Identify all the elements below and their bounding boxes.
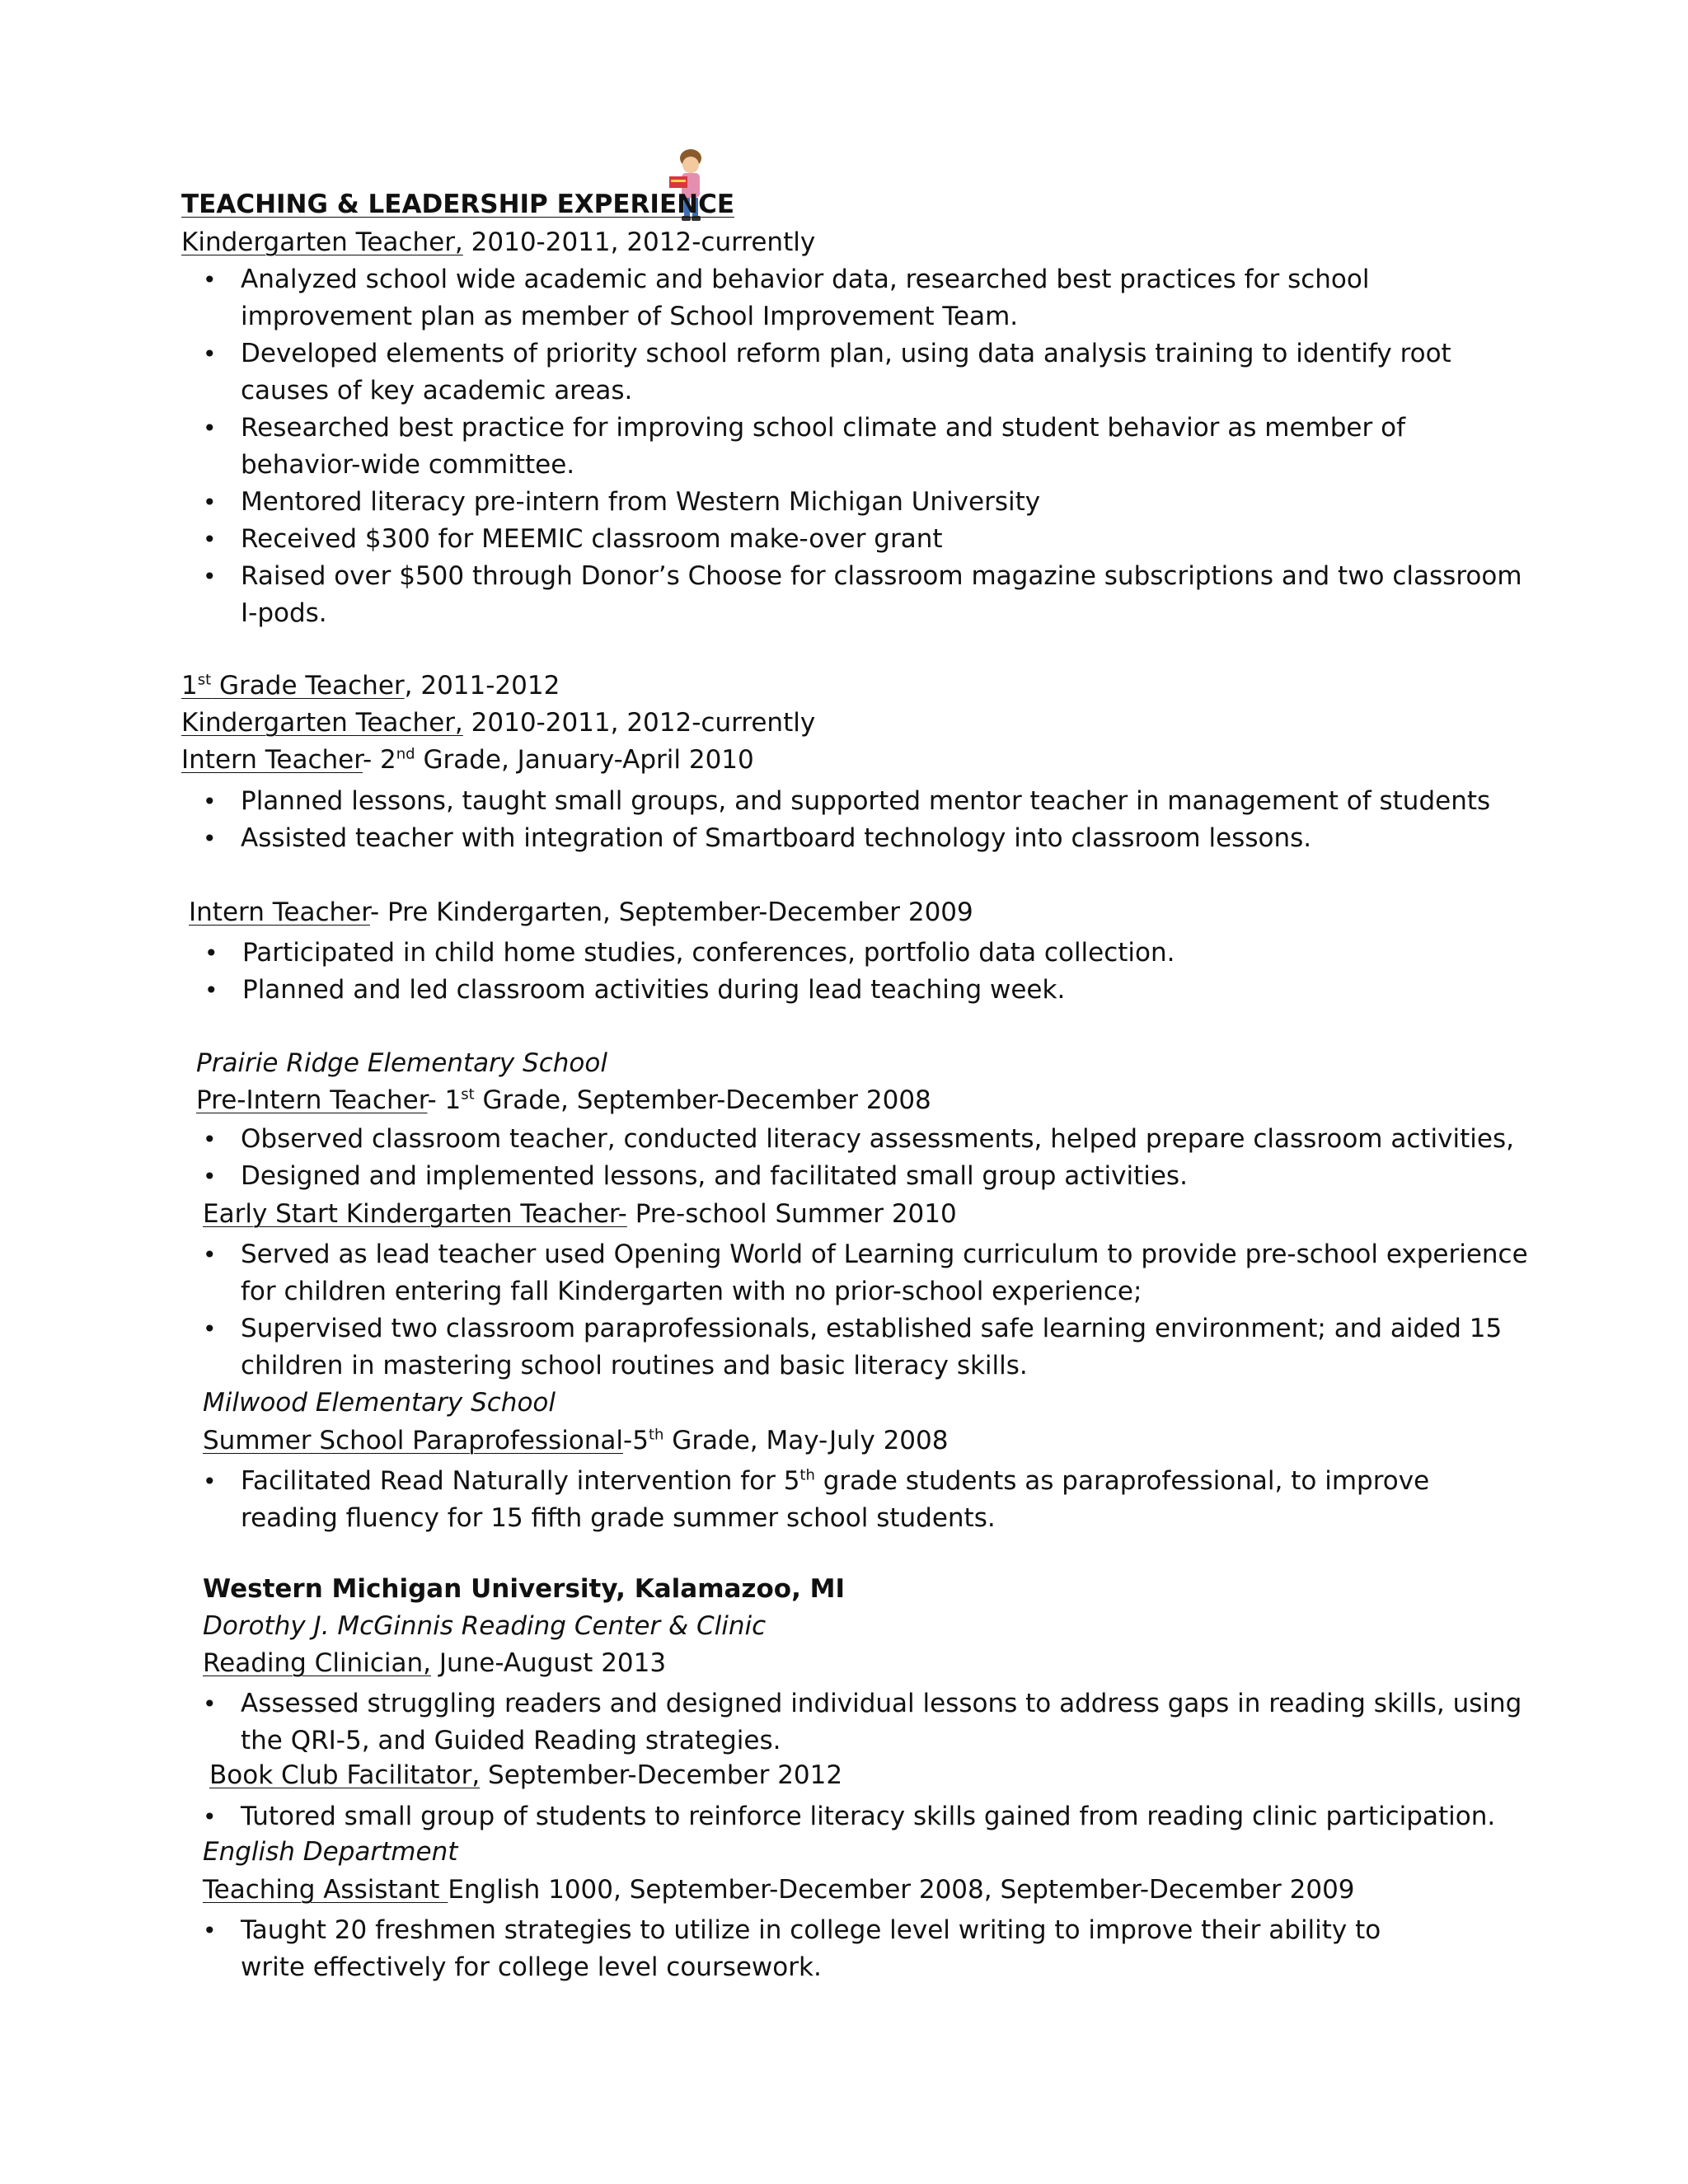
list-item — [181, 1463, 1533, 1537]
list-item: • Observed classroom teacher, conducted literacy assessments, helped prepare classroom activities, — [181, 1121, 1533, 1158]
role-detail: - 1 — [427, 1085, 462, 1115]
intern-prek-bullets — [183, 935, 1535, 1009]
list-item: • Developed elements of priority school reform plan, using data analysis training to identify root causes of key academic areas. — [181, 335, 1533, 410]
university-name: Western Michigan University, Kalamazoo, MI — [203, 1574, 846, 1604]
prairie-bullets — [181, 1121, 1533, 1195]
list-item: • Mentored literacy pre-intern from Western Michigan University — [181, 484, 1533, 521]
role-line-summer-school — [203, 1424, 948, 1457]
clinician-bullets — [181, 1685, 1533, 1760]
role-title: Intern Teacher — [181, 745, 363, 775]
role-dates: June-August 2013 — [430, 1648, 667, 1678]
list-item: • Assessed struggling readers and designed individual lessons to address gaps in reading skills, using the QRI-5, and Guided Reading strategies. — [181, 1685, 1533, 1760]
list-item: • Received $300 for MEEMIC classroom make-over grant — [181, 521, 1533, 558]
grade-superscript: th — [799, 1466, 815, 1484]
list-item: • Assisted teacher with integration of Smartboard technology into classroom lessons. — [181, 820, 1533, 857]
bullet-text: Facilitated Read Naturally intervention for 5 — [241, 1466, 800, 1496]
grade-superscript: nd — [396, 745, 415, 763]
list-item: • Researched best practice for improving school climate and student behavior as member of behavior-wide committee. — [181, 410, 1533, 484]
role-title: Kindergarten Teacher, — [181, 227, 463, 257]
role-title: Intern Teacher — [189, 898, 370, 927]
role-title: Teaching Assistant — [203, 1875, 448, 1905]
role-line-book-club — [209, 1759, 842, 1792]
list-item: • Taught 20 freshmen strategies to utilize in college level writing to improve their ability to write effectively for college level coursework. — [181, 1912, 1434, 1986]
role-line-kindergarten-repeat — [181, 706, 815, 739]
role-detail: - 2 — [362, 745, 396, 775]
role-detail: -5 — [623, 1426, 649, 1455]
role-line-intern-prek — [189, 896, 973, 929]
bullet-text: grade students as paraprofessional, to improve reading fluency for 15 fifth grade summer school students. — [241, 1466, 1430, 1533]
role-title: Pre-Intern Teacher — [196, 1085, 428, 1115]
role-line-intern-2nd — [181, 743, 754, 776]
role-line-early-start — [203, 1197, 957, 1230]
role-title: Grade Teacher — [211, 671, 405, 701]
center-name: Dorothy J. McGinnis Reading Center & Clinic — [203, 1611, 767, 1641]
list-item: • Raised over $500 through Donor’s Choose for classroom magazine subscriptions and two classroom I-pods. — [181, 558, 1533, 632]
role-title: Kindergarten Teacher, — [181, 708, 463, 738]
list-item: • Supervised two classroom paraprofessionals, established safe learning environment; and aided 15 children in mastering school routines and basic literacy skills. — [181, 1310, 1533, 1385]
role-line-pre-intern — [196, 1084, 931, 1117]
grade-superscript: st — [461, 1085, 475, 1104]
kindergarten-bullets — [181, 261, 1533, 632]
role-dates: , 2011-2012 — [404, 671, 560, 701]
role-dates: Grade, May-July 2008 — [663, 1426, 949, 1455]
early-start-bullets — [181, 1236, 1533, 1385]
role-dates: September-December 2012 — [480, 1760, 843, 1790]
role-line-teaching-assistant — [203, 1873, 1355, 1906]
book-club-bullets — [181, 1798, 1582, 1835]
role-title: Book Club Facilitator, — [209, 1760, 481, 1790]
list-item: • Tutored small group of students to reinforce literacy skills gained from reading clinic participation. — [181, 1798, 1582, 1835]
intern-2nd-bullets — [181, 783, 1533, 857]
role-dates: Grade, January-April 2010 — [415, 745, 754, 775]
school-name-milwood: Milwood Elementary School — [203, 1388, 556, 1418]
role-dates: English 1000, September-December 2008, September-December 2009 — [448, 1875, 1355, 1905]
teaching-assistant-bullets — [181, 1912, 1434, 1986]
school-name-prairie: Prairie Ridge Elementary School — [196, 1048, 607, 1078]
list-item: • Served as lead teacher used Opening World of Learning curriculum to provide pre-school experience for children entering fall Kindergarten with no prior-school experience; — [181, 1236, 1533, 1310]
list-item: • Planned and led classroom activities during lead teaching week. — [183, 972, 1535, 1009]
role-dates: Grade, September-December 2008 — [474, 1085, 931, 1115]
list-item: • Designed and implemented lessons, and facilitated small group activities. — [181, 1158, 1533, 1195]
grade-number: 1 — [181, 671, 198, 701]
role-dates: 2010-2011, 2012-currently — [462, 708, 816, 738]
section-heading: TEACHING & LEADERSHIP EXPERIENCE — [181, 190, 734, 219]
milwood-bullets — [181, 1463, 1533, 1537]
role-dates: 2010-2011, 2012-currently — [462, 227, 816, 257]
list-item: • Planned lessons, taught small groups, and supported mentor teacher in management of students — [181, 783, 1533, 820]
role-line-first-grade — [181, 669, 560, 702]
list-item: • Participated in child home studies, conferences, portfolio data collection. — [183, 935, 1535, 972]
role-line-kindergarten — [181, 226, 815, 259]
grade-superscript: st — [197, 671, 212, 689]
role-line-reading-clinician — [203, 1647, 666, 1680]
role-dates: - Pre Kindergarten, September-December 2009 — [369, 898, 973, 927]
role-title: Early Start Kindergarten Teacher- — [203, 1199, 627, 1229]
list-item: • Analyzed school wide academic and behavior data, researched best practices for school improvement plan as member of School Improvement Team. — [181, 261, 1533, 335]
role-title: Summer School Paraprofessional — [203, 1426, 624, 1455]
role-title: Reading Clinician, — [203, 1648, 431, 1678]
department-name: English Department — [203, 1837, 458, 1867]
grade-superscript: th — [648, 1426, 664, 1444]
role-dates: Pre-school Summer 2010 — [626, 1199, 957, 1229]
